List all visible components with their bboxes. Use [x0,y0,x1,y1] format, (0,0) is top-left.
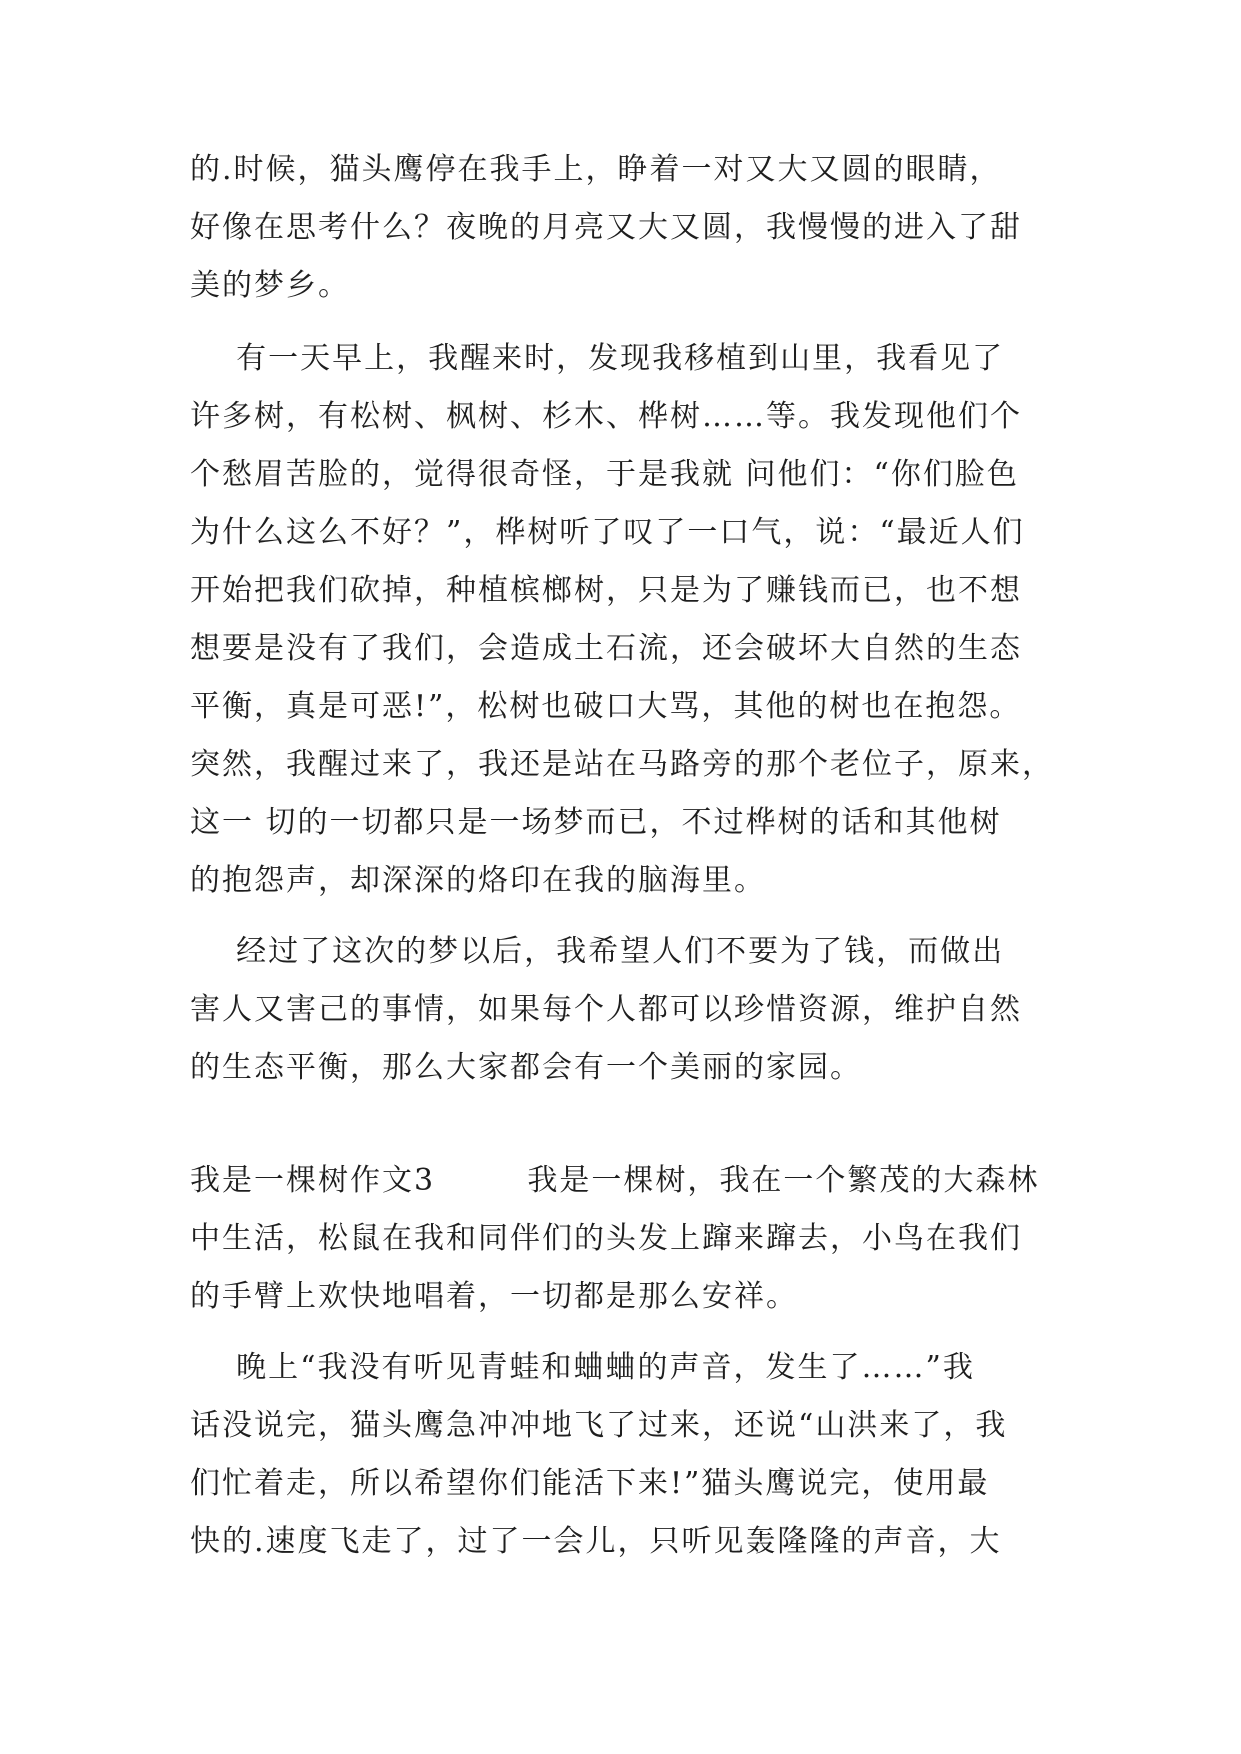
text-line: 的.时候，猫头鹰停在我手上，睁着一对又大又圆的眼睛， [190,152,1002,187]
text-line: 话没说完，猫头鹰急冲冲地飞了过来，还说“山洪来了，我 [190,1408,1008,1443]
text-line: 这一 切的一切都只是一场梦而已，不过桦树的话和其他树 [190,805,1002,840]
text-line: 经过了这次的梦以后，我希望人们不要为了钱，而做出 [190,934,1005,969]
text-line: 快的.速度飞走了，过了一会儿，只听见轰隆隆的声音，大 [190,1524,1002,1559]
text-line: 的手臂上欢快地唱着，一切都是那么安祥。 [190,1279,798,1314]
text-line: 们忙着走，所以希望你们能活下来!”猫头鹰说完，使用最 [190,1466,990,1501]
text-line: 平衡，真是可恶!”，松树也破口大骂，其他的树也在抱怨。 [190,689,1022,724]
text-line: 好像在思考什么？夜晚的月亮又大又圆，我慢慢的进入了甜 [190,210,1022,245]
text-line: 突然，我醒过来了，我还是站在马路旁的那个老位子，原来， [190,747,1054,782]
text-line: 想要是没有了我们，会造成土石流，还会破坏大自然的生态 [190,631,1022,666]
text-line: 美的梦乡。 [190,268,350,303]
text-line: 开始把我们砍掉，种植槟榔树，只是为了赚钱而已，也不想 [190,573,1022,608]
text-line: 的生态平衡，那么大家都会有一个美丽的家园。 [190,1050,862,1085]
text-line: 的抱怨声，却深深的烙印在我的脑海里。 [190,863,766,898]
text-line: 有一天早上，我醒来时，发现我移植到山里，我看见了 [190,341,1005,376]
text-line: 晚上“我没有听见青蛙和蛐蛐的声音，发生了……”我 [190,1350,975,1385]
text-line: 害人又害己的事情，如果每个人都可以珍惜资源，维护自然 [190,992,1022,1027]
text-line: 个愁眉苦脸的，觉得很奇怪，于是我就 问他们：“你们脸色 [190,457,1019,492]
section-heading-line: 我是一棵树作文3 我是一棵树，我在一个繁茂的大森林 [190,1163,1040,1198]
text-line: 许多树，有松树、枫树、杉木、桦树……等。我发现他们个 [190,399,1022,434]
text-line: 为什么这么不好？”，桦树听了叹了一口气，说：“最近人们 [190,515,1025,550]
text-line: 中生活，松鼠在我和同伴们的头发上蹿来蹿去，小鸟在我们 [190,1221,1022,1256]
